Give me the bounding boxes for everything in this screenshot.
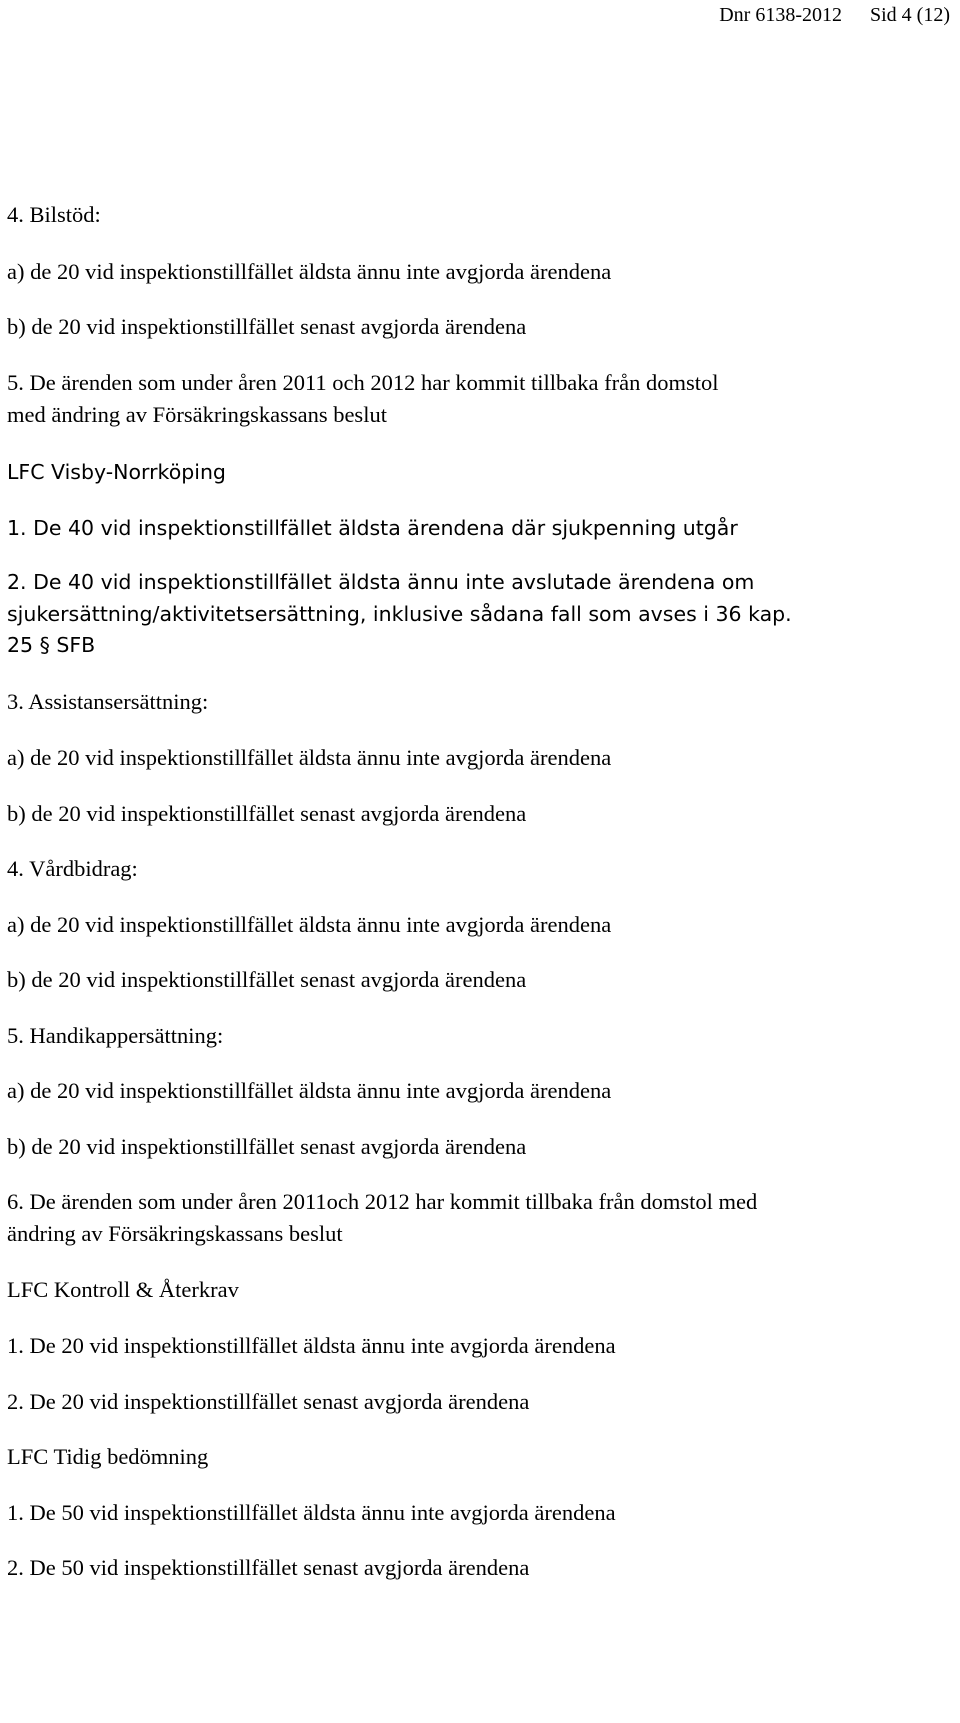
list-item: 6. De ärenden som under åren 2011och 2012 har kommit tillbaka från domstol med — [7, 1189, 758, 1214]
office-heading-visby-norrkoping: LFC Visby-Norrköping — [7, 460, 226, 484]
section-heading-vardbidrag: 4. Vårdbidrag: — [7, 856, 138, 881]
list-item: 1. De 50 vid inspektionstillfället äldsta ännu inte avgjorda ärendena — [7, 1500, 616, 1525]
list-item-continuation: ändring av Försäkringskassans beslut — [7, 1221, 343, 1246]
list-item: 2. De 40 vid inspektionstillfället äldsta ännu inte avslutade ärendena om — [7, 570, 755, 594]
section-heading-assistansersattning: 3. Assistansersättning: — [7, 689, 209, 714]
case-number: Dnr 6138-2012 — [719, 4, 842, 26]
list-item: b) de 20 vid inspektionstillfället senast avgjorda ärendena — [7, 967, 527, 992]
list-item: a) de 20 vid inspektionstillfället äldsta ännu inte avgjorda ärendena — [7, 912, 612, 937]
list-item: a) de 20 vid inspektionstillfället äldsta ännu inte avgjorda ärendena — [7, 1078, 612, 1103]
section-heading-handikappersattning: 5. Handikappersättning: — [7, 1023, 224, 1048]
list-item-continuation: med ändring av Försäkringskassans beslut — [7, 402, 387, 427]
list-item: a) de 20 vid inspektionstillfället äldsta ännu inte avgjorda ärendena — [7, 745, 612, 770]
office-heading-tidig-bedomning: LFC Tidig bedömning — [7, 1444, 209, 1469]
section-heading-bilstod: 4. Bilstöd: — [7, 202, 101, 227]
page-number: Sid 4 (12) — [870, 4, 950, 26]
list-item: a) de 20 vid inspektionstillfället äldsta ännu inte avgjorda ärendena — [7, 259, 612, 284]
list-item: b) de 20 vid inspektionstillfället senast avgjorda ärendena — [7, 314, 527, 339]
list-item: 2. De 50 vid inspektionstillfället senast avgjorda ärendena — [7, 1555, 530, 1580]
list-item: b) de 20 vid inspektionstillfället senast avgjorda ärendena — [7, 801, 527, 826]
list-item: 1. De 20 vid inspektionstillfället äldsta ännu inte avgjorda ärendena — [7, 1333, 616, 1358]
list-item: 5. De ärenden som under åren 2011 och 2012 har kommit tillbaka från domstol — [7, 370, 719, 395]
list-item: 1. De 40 vid inspektionstillfället äldsta ärendena där sjukpenning utgår — [7, 516, 738, 540]
list-item: b) de 20 vid inspektionstillfället senast avgjorda ärendena — [7, 1134, 527, 1159]
list-item-continuation: sjukersättning/aktivitetsersättning, inklusive sådana fall som avses i 36 kap. — [7, 602, 792, 626]
page-header — [719, 2, 950, 28]
office-heading-kontroll-aterkrav: LFC Kontroll & Återkrav — [7, 1277, 239, 1302]
list-item: 2. De 20 vid inspektionstillfället senast avgjorda ärendena — [7, 1389, 530, 1414]
list-item-continuation: 25 § SFB — [7, 633, 96, 657]
